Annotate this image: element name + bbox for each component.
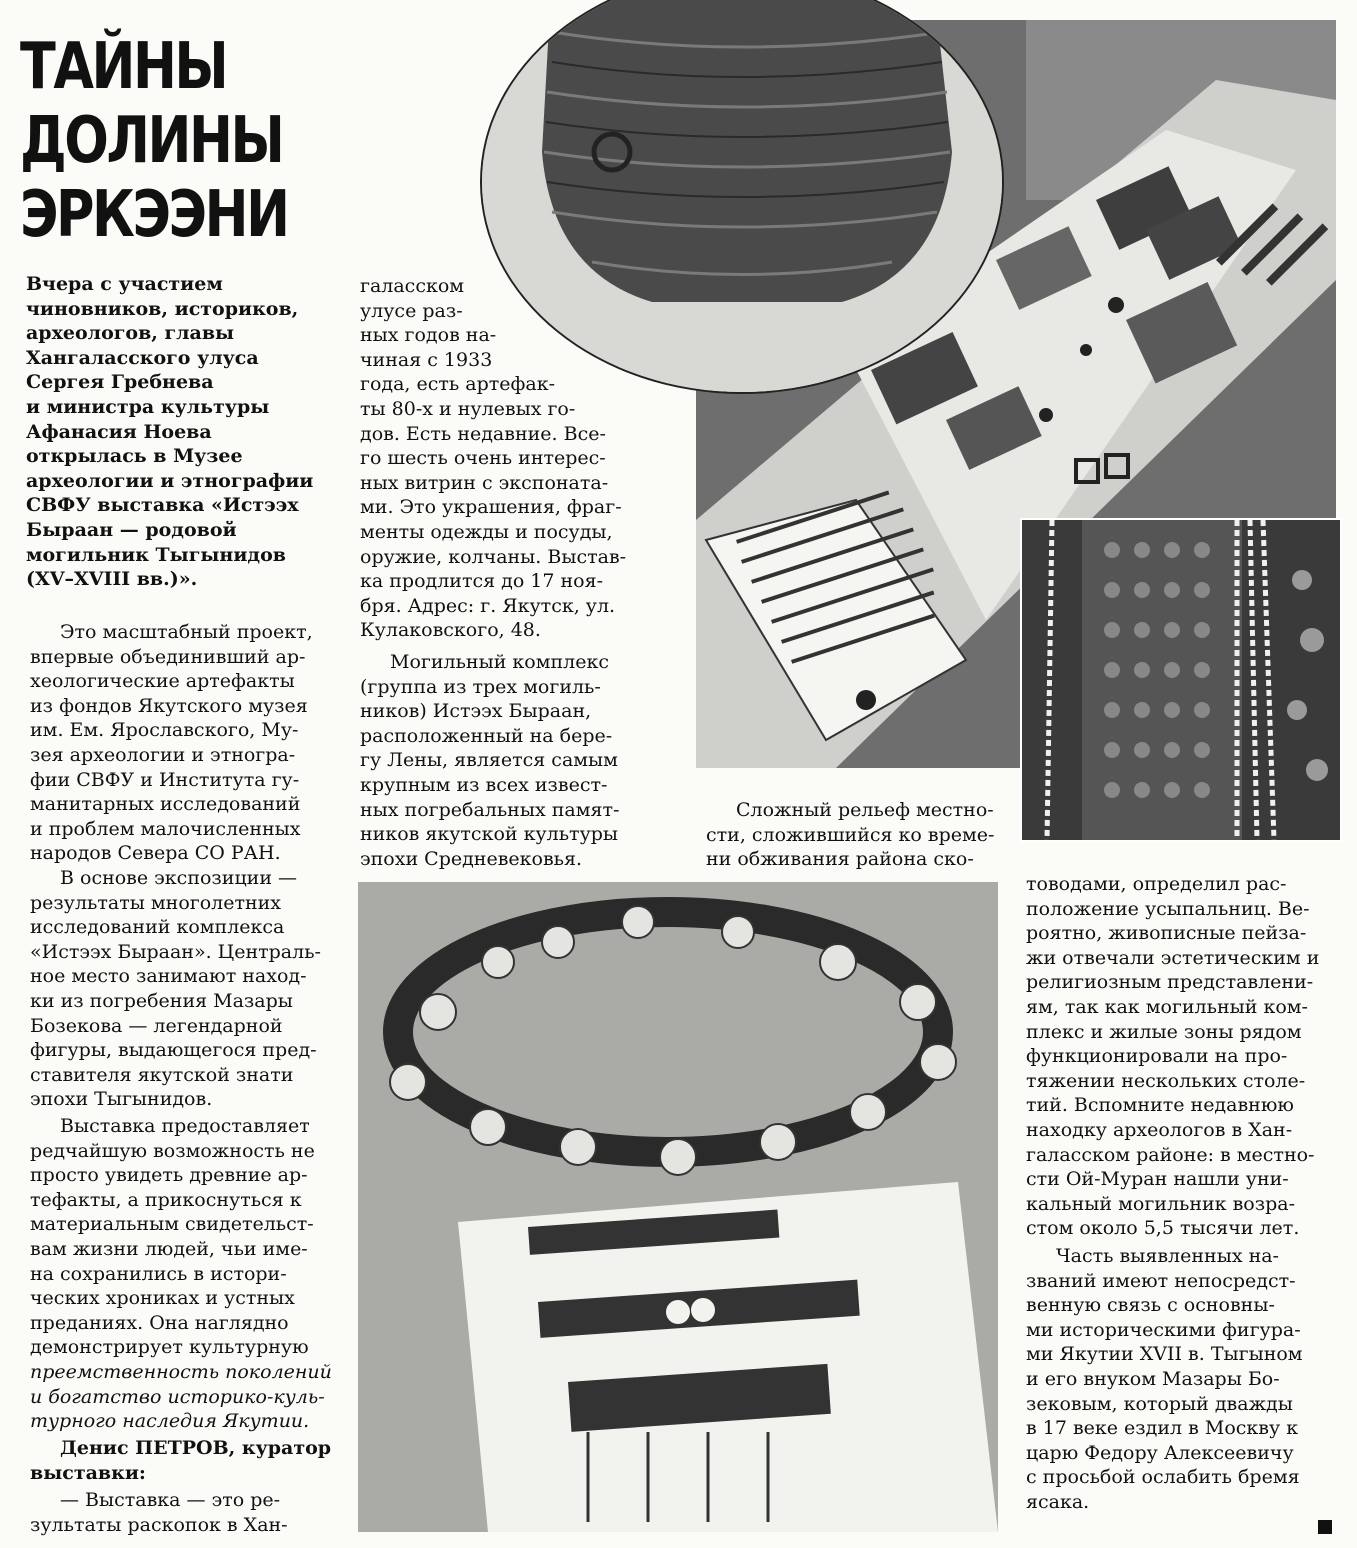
text-line: на сохранились в истори- bbox=[30, 1262, 287, 1285]
text-line: ставителя якутской знати bbox=[30, 1063, 294, 1086]
text-line: выставки: bbox=[30, 1461, 146, 1484]
text-line: роятно, живописные пейза- bbox=[1026, 922, 1307, 945]
lead-line: археологов, главы bbox=[26, 322, 235, 345]
headline-line: ЭРКЭЭНИ bbox=[20, 178, 288, 252]
text-line: го шесть очень интерес- bbox=[360, 447, 606, 470]
text-line: галасском районе: в местно- bbox=[1026, 1143, 1315, 1166]
curator-quote bbox=[30, 1488, 350, 1537]
text-line: ных витрин с экспоната- bbox=[360, 471, 609, 494]
text-line: ми. Это украшения, фраг- bbox=[360, 496, 622, 519]
text-line: тий. Вспомните недавнюю bbox=[1026, 1094, 1294, 1117]
text-line: дов. Есть недавние. Все- bbox=[360, 422, 606, 445]
text-line: (группа из трех могиль- bbox=[360, 675, 601, 698]
text-line: ное место занимают наход- bbox=[30, 965, 307, 988]
text-line: ям, так как могильный ком- bbox=[1026, 995, 1308, 1018]
text-line: кальный могильник возра- bbox=[1026, 1192, 1296, 1215]
text-line: чиная с 1933 bbox=[360, 348, 493, 371]
text-line: преемственность поколений bbox=[30, 1360, 332, 1383]
text-line: религиозным представлени- bbox=[1026, 971, 1314, 994]
text-line: Сложный рельеф местно- bbox=[736, 799, 994, 821]
lead-line: Хангаласского улуса bbox=[26, 346, 259, 369]
text-line: менты одежды и посуды, bbox=[360, 520, 613, 543]
text-line: Часть выявленных на- bbox=[1056, 1245, 1279, 1267]
lead-line: могильник Тыгынидов bbox=[26, 543, 286, 566]
article-headline bbox=[20, 30, 288, 252]
text-line: улусе раз- bbox=[360, 299, 463, 322]
text-line: Денис ПЕТРОВ, куратор bbox=[60, 1437, 332, 1459]
lead-line: Афанасия Ноева bbox=[26, 420, 212, 443]
text-line: сти, сложившийся ко време- bbox=[706, 823, 995, 846]
headline-line: ДОЛИНЫ bbox=[20, 104, 283, 178]
text-line: плекс и жилые зоны рядом bbox=[1026, 1020, 1302, 1043]
headline-line: ТАЙНЫ bbox=[20, 30, 227, 104]
text-line: «Истээх Быраан». Централь- bbox=[30, 940, 321, 963]
text-line: зековым, который дважды bbox=[1026, 1392, 1293, 1415]
text-line: редчайшую возможность не bbox=[30, 1139, 315, 1162]
text-line: расположенный на бере- bbox=[360, 724, 613, 747]
lead-line: открылась в Музее bbox=[26, 445, 243, 468]
text-line: из фондов Якутского музея bbox=[30, 694, 308, 717]
text-line: эпохи Средневековья. bbox=[360, 847, 583, 870]
text-line: в 17 веке ездил в Москву к bbox=[1026, 1417, 1299, 1440]
text-line: им. Ем. Ярославского, Му- bbox=[30, 719, 299, 742]
text-line: ки из погребения Мазары bbox=[30, 989, 293, 1012]
text-line: с просьбой ослабить бремя bbox=[1026, 1466, 1300, 1489]
text-line: жи отвечали эстетическим и bbox=[1026, 946, 1320, 969]
text-line: просто увидеть древние ар- bbox=[30, 1164, 308, 1187]
text-line: галасском bbox=[360, 275, 465, 297]
text-line: впервые объединивший ар- bbox=[30, 645, 306, 668]
column-1-paragraph-3 bbox=[30, 1114, 350, 1434]
beadwork-photo bbox=[1020, 518, 1342, 842]
lead-line: СВФУ выставка «Истээх bbox=[26, 494, 299, 517]
text-line: крупным из всех извест- bbox=[360, 773, 608, 796]
column-3-top bbox=[706, 798, 1016, 872]
text-line: званий имеют непосредст- bbox=[1026, 1269, 1296, 1292]
text-line: — Выставка — это ре- bbox=[60, 1489, 281, 1511]
text-line: ясака. bbox=[1026, 1490, 1090, 1513]
column-1-paragraph-2 bbox=[30, 866, 350, 1112]
text-line: оружие, колчаны. Выстав- bbox=[360, 545, 627, 568]
column-3-paragraph-2 bbox=[1026, 1244, 1341, 1515]
text-line: и его внуком Мазары Бо- bbox=[1026, 1367, 1280, 1390]
lead-line: археологии и этнографии bbox=[26, 469, 314, 492]
column-1-paragraph-1 bbox=[30, 620, 350, 866]
lead-line: и министра культуры bbox=[26, 395, 270, 418]
curator-byline bbox=[30, 1436, 350, 1485]
text-line: ников) Истээх Быраан, bbox=[360, 700, 592, 723]
text-line: преданиях. Она наглядно bbox=[30, 1311, 289, 1334]
text-line: фигуры, выдающегося пред- bbox=[30, 1039, 317, 1062]
text-line: исследований комплекса bbox=[30, 916, 285, 939]
text-line: ми Якутии XVII в. Тыгыном bbox=[1026, 1343, 1303, 1366]
text-line: манитарных исследований bbox=[30, 793, 301, 816]
text-line: ческих хрониках и устных bbox=[30, 1287, 295, 1310]
text-line: фии СВФУ и Института гу- bbox=[30, 768, 300, 791]
text-line: гу Лены, является самым bbox=[360, 749, 618, 772]
lead-line: Быраан — родовой bbox=[26, 518, 237, 541]
belt-photo bbox=[358, 882, 998, 1532]
lead-line: Сергея Гребнева bbox=[26, 371, 214, 394]
text-line: В основе экспозиции — bbox=[60, 867, 298, 889]
text-line: функционировали на про- bbox=[1026, 1045, 1288, 1068]
text-line: венную связь с основны- bbox=[1026, 1294, 1275, 1317]
text-line: материальным свидетельст- bbox=[30, 1213, 314, 1236]
text-line: тефакты, а прикоснуться к bbox=[30, 1188, 302, 1211]
text-line: Бозекова — легендарной bbox=[30, 1014, 283, 1037]
text-line: ми историческими фигура- bbox=[1026, 1318, 1301, 1341]
text-line: бря. Адрес: г. Якутск, ул. bbox=[360, 594, 616, 617]
lead-paragraph bbox=[26, 272, 346, 592]
text-line: Выставка предоставляет bbox=[60, 1115, 310, 1137]
text-line: тяжении нескольких столе- bbox=[1026, 1069, 1306, 1092]
text-line: Кулаковского, 48. bbox=[360, 619, 541, 642]
column-3-paragraph-1 bbox=[1026, 872, 1341, 1241]
lead-line: (XV–XVIII вв.)». bbox=[26, 568, 198, 591]
text-line: Это масштабный проект, bbox=[60, 621, 313, 643]
lead-line: чиновников, историков, bbox=[26, 297, 299, 320]
text-line: года, есть артефак- bbox=[360, 373, 556, 396]
text-line: демонстрирует культурную bbox=[30, 1336, 309, 1359]
text-line: стом около 5,5 тысячи лет. bbox=[1026, 1217, 1300, 1240]
text-line: вам жизни людей, чьи име- bbox=[30, 1237, 308, 1260]
text-line: народов Севера СО РАН. bbox=[30, 842, 281, 865]
text-line: ка продлится до 17 ноя- bbox=[360, 570, 604, 593]
text-line: сти Ой-Муран нашли уни- bbox=[1026, 1168, 1289, 1191]
text-line: ты 80-х и нулевых го- bbox=[360, 397, 576, 420]
text-line: хеологические артефакты bbox=[30, 670, 295, 693]
text-line: царю Федору Алексеевичу bbox=[1026, 1441, 1294, 1464]
text-line: находку археологов в Хан- bbox=[1026, 1118, 1293, 1141]
text-line: товодами, определил рас- bbox=[1026, 873, 1287, 895]
text-line: зея археологии и этногра- bbox=[30, 743, 296, 766]
column-2-paragraph-2 bbox=[360, 650, 680, 871]
text-line: ных годов на- bbox=[360, 324, 497, 347]
text-line: эпохи Тыгынидов. bbox=[30, 1088, 213, 1111]
text-line: Могильный комплекс bbox=[390, 651, 610, 673]
text-line: положение усыпальниц. Ве- bbox=[1026, 897, 1310, 920]
text-line: ных погребальных памят- bbox=[360, 798, 620, 821]
text-line: результаты многолетних bbox=[30, 891, 282, 914]
lead-line: Вчера с участием bbox=[26, 273, 223, 295]
text-line: и проблем малочисленных bbox=[30, 817, 301, 840]
text-line: ни обживания района ско- bbox=[706, 848, 974, 871]
text-line: ников якутской культуры bbox=[360, 823, 619, 846]
text-line: зультаты раскопок в Хан- bbox=[30, 1513, 288, 1536]
text-line: и богатство историко-куль- bbox=[30, 1385, 325, 1408]
end-of-article-mark bbox=[1318, 1520, 1332, 1534]
text-line: турного наследия Якутии. bbox=[30, 1410, 310, 1433]
